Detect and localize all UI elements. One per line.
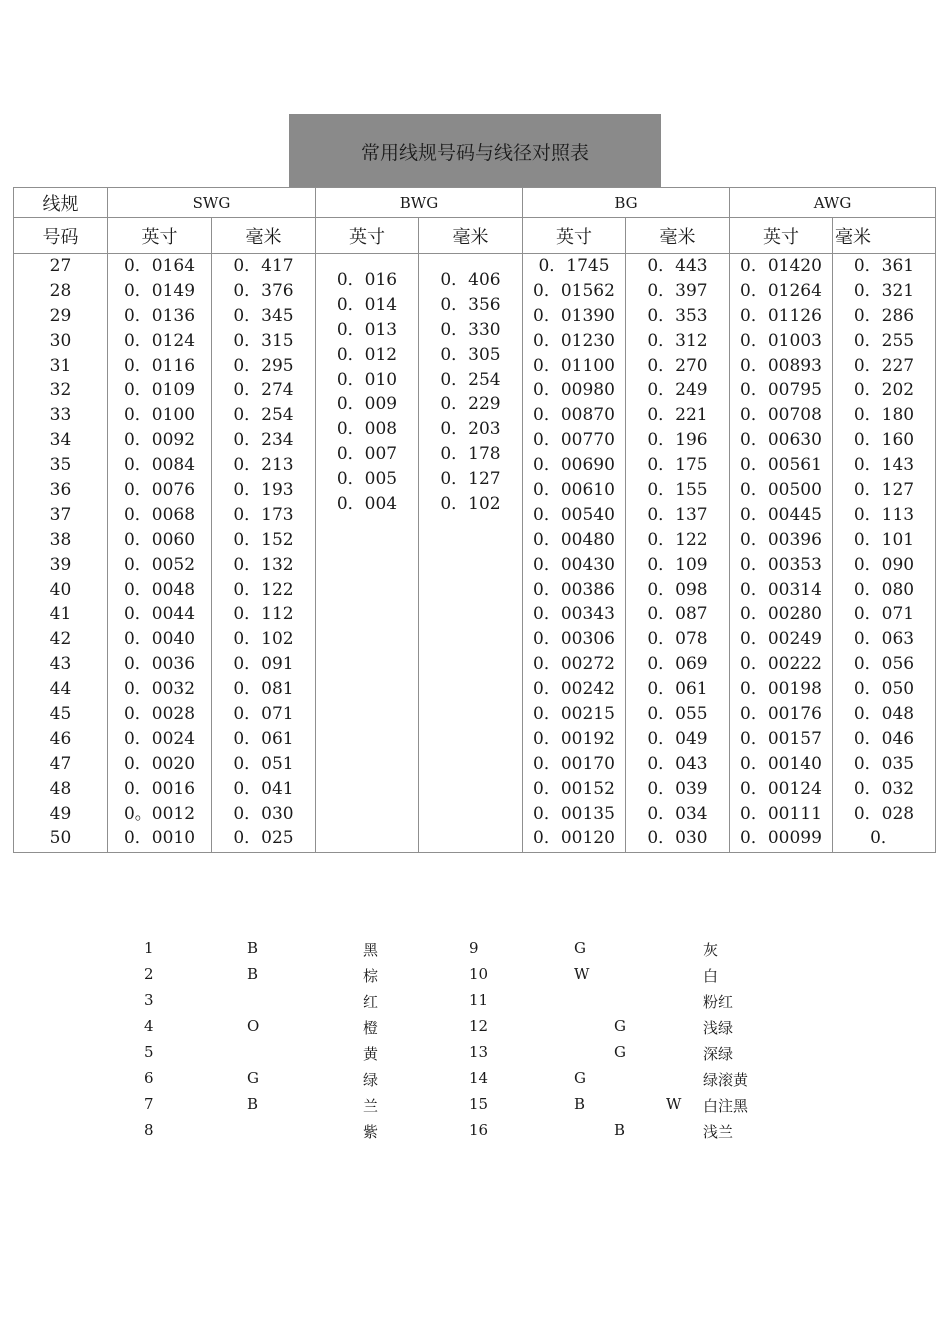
table-cell: 0．376 xyxy=(233,280,294,301)
table-cell: 0．155 xyxy=(647,480,708,501)
table-cell: 33 xyxy=(49,405,72,426)
table-cell: 44 xyxy=(49,679,72,700)
table-cell: 0．01230 xyxy=(533,330,615,351)
legend-color-name: 橙 xyxy=(363,1019,379,1037)
legend-color-name: 黑 xyxy=(363,941,379,959)
table-cell: 0．221 xyxy=(647,405,708,426)
legend-color-name: 绿滚黄 xyxy=(703,1071,749,1089)
table-cell: 28 xyxy=(49,280,72,301)
table-cell: 0．00272 xyxy=(533,654,615,675)
table-cell: 0．175 xyxy=(647,455,708,476)
header-gauge-top: 线规 xyxy=(42,193,79,215)
table-cell: 0．178 xyxy=(440,444,501,465)
gauge-number-column xyxy=(14,254,107,851)
bwg-inch-column xyxy=(316,268,418,517)
table-cell: 0．312 xyxy=(647,330,708,351)
wire-gauge-table xyxy=(13,187,936,853)
legend-code: B xyxy=(247,1095,259,1113)
legend-code: B xyxy=(247,965,259,983)
table-cell: 0．043 xyxy=(647,753,708,774)
table-cell: 0．0040 xyxy=(123,629,196,650)
table-cell: 36 xyxy=(49,480,72,501)
table-cell: 0．00198 xyxy=(740,679,822,700)
table-cell: 0．0092 xyxy=(123,430,196,451)
table-cell: 0．305 xyxy=(440,344,501,365)
legend-color-name: 深绿 xyxy=(703,1045,734,1063)
table-cell: 29 xyxy=(49,305,72,326)
table-cell: 45 xyxy=(49,704,72,725)
table-cell: 0．00630 xyxy=(740,430,822,451)
table-cell: 0．0060 xyxy=(123,529,196,550)
table-cell: 0．032 xyxy=(853,778,915,799)
header-swg-mm: 毫米 xyxy=(245,226,282,248)
table-cell: 0．055 xyxy=(647,704,708,725)
table-cell: 0．0048 xyxy=(123,579,196,600)
table-cell: 0．014 xyxy=(336,294,398,315)
table-cell: 0．071 xyxy=(853,604,915,625)
table-cell: 0．321 xyxy=(853,280,915,301)
table-cell: 0．00306 xyxy=(533,629,615,650)
table-cell: 27 xyxy=(49,256,72,276)
legend-number: 4 xyxy=(144,1017,154,1035)
table-cell: 0．00157 xyxy=(740,728,822,749)
table-cell: 0．102 xyxy=(233,629,294,650)
legend-number: 9 xyxy=(469,939,479,957)
legend-color-name: 绿 xyxy=(363,1071,379,1089)
table-cell: 0．356 xyxy=(440,294,501,315)
table-cell: 47 xyxy=(49,753,72,774)
table-cell: 0．00610 xyxy=(533,480,615,501)
table-cell: 40 xyxy=(49,579,72,600)
legend-color-name: 白注黑 xyxy=(703,1097,749,1115)
table-cell: 0．0024 xyxy=(123,728,196,749)
table-cell: 0．1745 xyxy=(538,256,610,276)
table-cell: 0．406 xyxy=(440,270,501,290)
table-cell: 0．132 xyxy=(233,554,294,575)
table-cell: 42 xyxy=(49,629,72,650)
table-cell: 0。0012 xyxy=(123,803,196,824)
table-cell: 0．0020 xyxy=(123,753,196,774)
table-cell: 0．0124 xyxy=(123,330,196,351)
table-cell: 0． xyxy=(870,828,898,849)
table-cell: 0．254 xyxy=(233,405,294,426)
table-cell: 0．010 xyxy=(336,369,398,390)
legend-number: 5 xyxy=(144,1043,154,1061)
table-cell: 0．00430 xyxy=(533,554,615,575)
table-cell: 0．109 xyxy=(647,554,708,575)
header-awg: AWG xyxy=(813,193,852,212)
table-cell: 0．01390 xyxy=(533,305,615,326)
table-cell: 0．137 xyxy=(647,504,708,525)
table-cell: 0．00099 xyxy=(740,828,822,849)
table-cell: 0．056 xyxy=(853,654,915,675)
table-cell: 0．00176 xyxy=(740,704,822,725)
table-cell: 0．063 xyxy=(853,629,915,650)
table-cell: 0．102 xyxy=(440,494,501,515)
table-cell: 0．127 xyxy=(440,469,501,490)
table-cell: 0．00690 xyxy=(533,455,615,476)
bg-inch-column xyxy=(523,254,625,851)
table-cell: 0．234 xyxy=(233,430,294,451)
legend-code: B xyxy=(614,1121,626,1139)
table-cell: 0．397 xyxy=(647,280,708,301)
table-cell: 0．00222 xyxy=(740,654,822,675)
table-cell: 0．00124 xyxy=(740,778,822,799)
table-cell: 0．00708 xyxy=(740,405,822,426)
table-cell: 0．00500 xyxy=(740,480,822,501)
table-cell: 31 xyxy=(49,355,72,376)
legend-number: 16 xyxy=(469,1121,489,1139)
header-awg-mm: 毫米 xyxy=(835,226,871,248)
table-cell: 0．0068 xyxy=(123,504,196,525)
table-cell: 0．00795 xyxy=(740,380,822,401)
awg-inch-column xyxy=(730,254,832,851)
table-cell: 0．00343 xyxy=(533,604,615,625)
legend-code: B xyxy=(574,1095,586,1113)
table-cell: 34 xyxy=(49,430,72,451)
table-cell: 0．012 xyxy=(336,344,398,365)
header-swg: SWG xyxy=(192,193,231,212)
legend-color-name: 浅兰 xyxy=(703,1123,734,1141)
header-bg-inch: 英寸 xyxy=(556,226,592,248)
header-bwg-mm: 毫米 xyxy=(452,226,489,248)
table-cell: 0．227 xyxy=(853,355,915,376)
table-cell: 0．249 xyxy=(647,380,708,401)
legend-number: 2 xyxy=(144,965,154,983)
table-cell: 0．353 xyxy=(647,305,708,326)
table-cell: 0．00120 xyxy=(533,828,615,849)
table-cell: 0．01264 xyxy=(740,280,822,301)
legend-number: 7 xyxy=(144,1095,154,1113)
legend-number: 10 xyxy=(469,965,489,983)
table-cell: 0．00561 xyxy=(740,455,822,476)
table-cell: 0．00249 xyxy=(740,629,822,650)
table-cell: 0．01420 xyxy=(740,256,822,276)
table-cell: 0．0016 xyxy=(123,778,196,799)
legend-number: 1 xyxy=(144,939,154,957)
legend-color-name: 紫 xyxy=(363,1123,379,1141)
table-cell: 0．00192 xyxy=(533,728,615,749)
legend-color-name: 粉红 xyxy=(703,993,734,1011)
table-cell: 0．013 xyxy=(336,319,398,340)
legend-number: 15 xyxy=(469,1095,489,1113)
legend-code: G xyxy=(614,1043,626,1061)
table-cell: 0．030 xyxy=(233,803,294,824)
table-cell: 0．160 xyxy=(853,430,915,451)
legend-number: 6 xyxy=(144,1069,154,1087)
header-bg: BG xyxy=(614,193,638,212)
legend-code: G xyxy=(574,1069,586,1087)
table-cell: 38 xyxy=(49,529,72,550)
table-cell: 0．00215 xyxy=(533,704,615,725)
legend-code: G xyxy=(574,939,586,957)
table-cell: 0．00770 xyxy=(533,430,615,451)
table-cell: 0．061 xyxy=(233,728,294,749)
legend-code: B xyxy=(247,939,259,957)
table-cell: 0．254 xyxy=(440,369,501,390)
table-cell: 0．091 xyxy=(233,654,294,675)
page-title: 常用线规号码与线径对照表 xyxy=(289,114,661,188)
table-cell: 0．101 xyxy=(853,529,915,550)
table-cell: 0．361 xyxy=(853,256,915,276)
legend-code: W xyxy=(574,965,590,983)
table-cell: 0．00445 xyxy=(740,504,822,525)
table-cell: 0．0109 xyxy=(123,380,196,401)
table-cell: 0．113 xyxy=(853,504,915,525)
table-cell: 0．0036 xyxy=(123,654,196,675)
legend-code: O xyxy=(247,1017,260,1035)
table-cell: 0．286 xyxy=(853,305,915,326)
legend-number: 12 xyxy=(469,1017,489,1035)
table-cell: 0．0044 xyxy=(123,604,196,625)
legend-color-name: 棕 xyxy=(363,967,379,985)
table-cell: 0．098 xyxy=(647,579,708,600)
table-cell: 0．007 xyxy=(336,444,398,465)
table-cell: 48 xyxy=(49,778,72,799)
legend-color-name: 兰 xyxy=(363,1097,379,1115)
table-cell: 0．00111 xyxy=(740,803,822,824)
legend-color-name: 浅绿 xyxy=(703,1019,734,1037)
legend-number: 13 xyxy=(469,1043,489,1061)
table-cell: 0．122 xyxy=(233,579,294,600)
table-cell: 0．034 xyxy=(647,803,708,824)
table-cell: 0．0052 xyxy=(123,554,196,575)
table-cell: 0．00893 xyxy=(740,355,822,376)
legend-number: 11 xyxy=(469,991,489,1009)
swg-mm-column xyxy=(212,254,315,851)
table-cell: 46 xyxy=(49,728,72,749)
table-cell: 0．028 xyxy=(853,803,915,824)
table-cell: 0．315 xyxy=(233,330,294,351)
table-cell: 0．01100 xyxy=(533,355,615,376)
table-cell: 0．0149 xyxy=(123,280,196,301)
header-bwg: BWG xyxy=(399,193,439,212)
table-cell: 0．127 xyxy=(853,480,915,501)
header-swg-inch: 英寸 xyxy=(141,226,178,248)
table-cell: 0．00540 xyxy=(533,504,615,525)
table-cell: 37 xyxy=(49,504,72,525)
table-cell: 0．0032 xyxy=(123,679,196,700)
table-cell: 0．051 xyxy=(233,753,294,774)
table-cell: 0．025 xyxy=(233,828,294,849)
table-cell: 32 xyxy=(49,380,72,401)
table-cell: 0．00152 xyxy=(533,778,615,799)
table-cell: 0．041 xyxy=(233,778,294,799)
table-cell: 0．00280 xyxy=(740,604,822,625)
legend-number: 3 xyxy=(144,991,154,1009)
table-cell: 0．061 xyxy=(647,679,708,700)
table-cell: 0．00386 xyxy=(533,579,615,600)
table-cell: 43 xyxy=(49,654,72,675)
table-cell: 0．270 xyxy=(647,355,708,376)
legend-number: 14 xyxy=(469,1069,489,1087)
legend-color-name: 黄 xyxy=(363,1045,379,1063)
table-cell: 0．008 xyxy=(336,419,398,440)
table-cell: 0．009 xyxy=(336,394,398,415)
table-cell: 0．229 xyxy=(440,394,501,415)
table-cell: 0．087 xyxy=(647,604,708,625)
table-cell: 0．004 xyxy=(336,494,398,515)
table-cell: 0．030 xyxy=(647,828,708,849)
table-cell: 0．0164 xyxy=(123,256,196,276)
table-cell: 0．143 xyxy=(853,455,915,476)
table-cell: 35 xyxy=(49,455,72,476)
bg-mm-column xyxy=(626,254,729,851)
table-cell: 0．00870 xyxy=(533,405,615,426)
table-cell: 0．00170 xyxy=(533,753,615,774)
legend-code: G xyxy=(247,1069,259,1087)
table-cell: 0．295 xyxy=(233,355,294,376)
table-cell: 0．046 xyxy=(853,728,915,749)
table-cell: 0．196 xyxy=(647,430,708,451)
table-cell: 0．00980 xyxy=(533,380,615,401)
table-cell: 0．078 xyxy=(647,629,708,650)
table-cell: 0．0116 xyxy=(123,355,196,376)
table-cell: 0．01003 xyxy=(740,330,822,351)
table-cell: 0．443 xyxy=(647,256,708,276)
table-cell: 0．035 xyxy=(853,753,915,774)
table-cell: 0．330 xyxy=(440,319,501,340)
table-cell: 0．081 xyxy=(233,679,294,700)
table-cell: 0．00242 xyxy=(533,679,615,700)
table-cell: 0．00314 xyxy=(740,579,822,600)
table-cell: 0．069 xyxy=(647,654,708,675)
legend-color-name: 红 xyxy=(363,993,379,1011)
table-cell: 0．203 xyxy=(440,419,501,440)
table-cell: 0．01562 xyxy=(533,280,615,301)
table-cell: 0．417 xyxy=(233,256,294,276)
table-cell: 0．255 xyxy=(853,330,915,351)
table-cell: 0．00353 xyxy=(740,554,822,575)
table-cell: 0．00396 xyxy=(740,529,822,550)
header-bg-mm: 毫米 xyxy=(659,226,696,248)
table-cell: 0．039 xyxy=(647,778,708,799)
table-cell: 0．213 xyxy=(233,455,294,476)
header-bwg-inch: 英寸 xyxy=(349,226,385,248)
table-cell: 0．0136 xyxy=(123,305,196,326)
swg-inch-column xyxy=(108,254,211,851)
table-cell: 39 xyxy=(49,554,72,575)
header-gauge-bottom: 号码 xyxy=(42,226,79,248)
table-cell: 0．016 xyxy=(336,270,398,290)
table-cell: 41 xyxy=(49,604,72,625)
legend-number: 8 xyxy=(144,1121,154,1139)
table-cell: 0．173 xyxy=(233,504,294,525)
table-cell: 49 xyxy=(49,803,72,824)
table-cell: 0．345 xyxy=(233,305,294,326)
legend-color-name: 白 xyxy=(703,967,719,985)
table-cell: 0．0010 xyxy=(123,828,196,849)
table-cell: 0．0028 xyxy=(123,704,196,725)
table-cell: 0．202 xyxy=(853,380,915,401)
table-cell: 0．00135 xyxy=(533,803,615,824)
table-cell: 0．071 xyxy=(233,704,294,725)
table-cell: 0．049 xyxy=(647,728,708,749)
table-cell: 0．152 xyxy=(233,529,294,550)
header-awg-inch: 英寸 xyxy=(763,226,799,248)
legend-code: G xyxy=(614,1017,626,1035)
awg-mm-column xyxy=(833,254,935,851)
table-cell: 30 xyxy=(49,330,72,351)
table-cell: 0．0100 xyxy=(123,405,196,426)
table-cell: 0．0076 xyxy=(123,480,196,501)
table-cell: 0．00140 xyxy=(740,753,822,774)
table-cell: 0．005 xyxy=(336,469,398,490)
legend-code-secondary: W xyxy=(666,1095,682,1113)
table-cell: 0．01126 xyxy=(740,305,822,326)
legend-color-name: 灰 xyxy=(703,941,719,959)
table-cell: 0．180 xyxy=(853,405,915,426)
table-cell: 0．274 xyxy=(233,380,294,401)
table-cell: 0．048 xyxy=(853,704,915,725)
table-cell: 0．122 xyxy=(647,529,708,550)
table-cell: 0．050 xyxy=(853,679,915,700)
table-cell: 0．090 xyxy=(853,554,915,575)
table-cell: 0．080 xyxy=(853,579,915,600)
table-cell: 0．112 xyxy=(233,604,294,625)
bwg-mm-column xyxy=(419,268,522,517)
table-cell: 0．193 xyxy=(233,480,294,501)
table-cell: 50 xyxy=(49,828,72,849)
table-cell: 0．0084 xyxy=(123,455,196,476)
table-cell: 0．00480 xyxy=(533,529,615,550)
